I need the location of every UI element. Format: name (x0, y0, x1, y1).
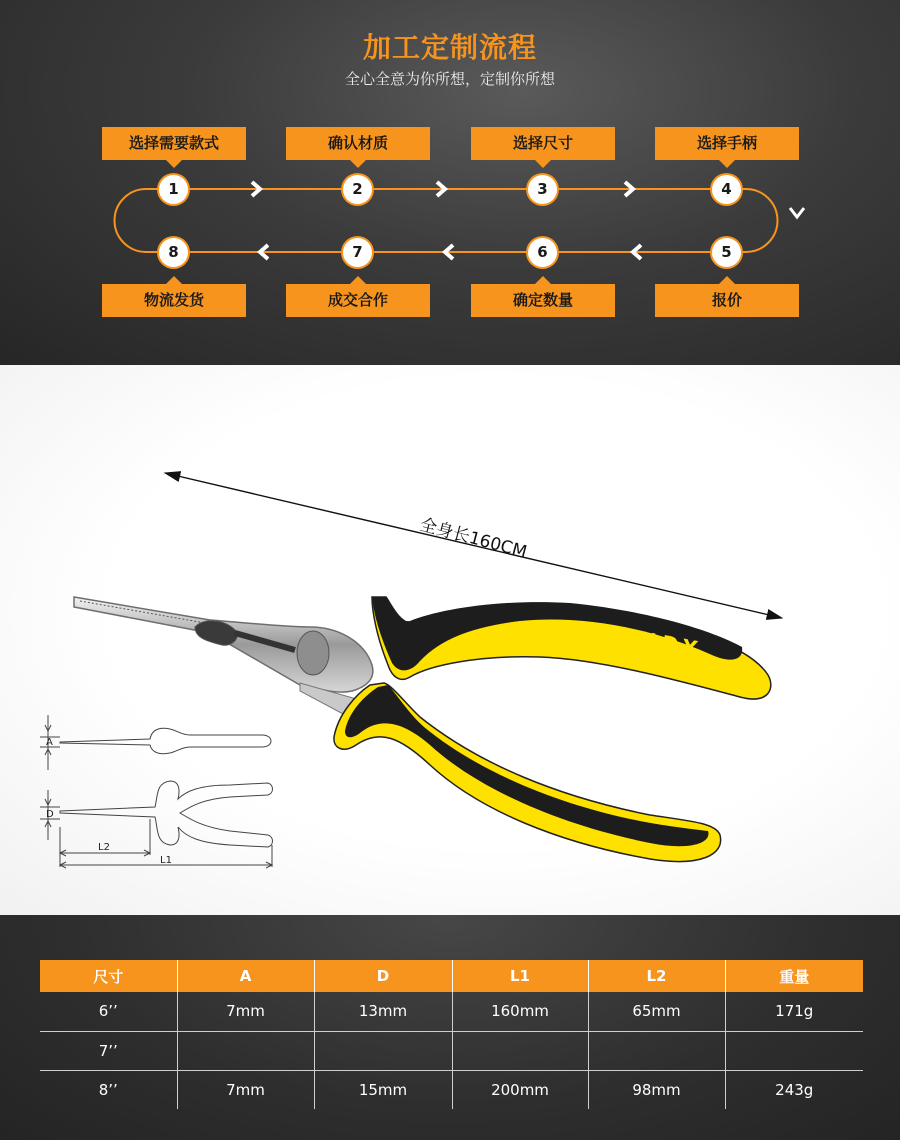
table-cell (177, 1031, 314, 1070)
table-cell: 65mm (588, 992, 725, 1031)
process-section (0, 0, 900, 365)
header-a: A (177, 960, 314, 992)
step-number-5: 5 (712, 238, 741, 267)
dimension-diagram (30, 695, 290, 875)
step-box-3: 选择尺寸 (471, 127, 615, 160)
step-number-6: 6 (528, 238, 557, 267)
table-row (40, 1031, 863, 1070)
step-box-1: 选择需要款式 (102, 127, 246, 160)
step-box-5: 报价 (655, 284, 799, 317)
header-l1: L1 (452, 960, 588, 992)
table-cell: 13mm (314, 992, 452, 1031)
step-number-8: 8 (159, 238, 188, 267)
process-title: 加工定制流程 (362, 31, 537, 64)
table-cell: 171g (725, 992, 863, 1031)
specs-section (0, 915, 900, 1140)
diagram-label-a: A (46, 737, 53, 748)
table-cell: 160mm (452, 992, 588, 1031)
step-box-4: 选择手柄 (655, 127, 799, 160)
table-cell: 15mm (314, 1070, 452, 1109)
product-section (0, 365, 900, 915)
diagram-label-l1: L1 (160, 855, 172, 866)
header-l2: L2 (588, 960, 725, 992)
table-cell: 7mm (177, 992, 314, 1031)
step-number-1: 1 (159, 175, 188, 204)
table-cell: 6’’ (40, 992, 177, 1031)
table-cell: 8’’ (40, 1070, 177, 1109)
pliers-lower-handle (334, 683, 721, 862)
brand-label: INDY (623, 624, 705, 662)
spec-table (40, 960, 863, 1109)
step-box-2: 确认材质 (286, 127, 430, 160)
header-size: 尺寸 (40, 960, 177, 992)
table-cell: 98mm (588, 1070, 725, 1109)
pliers-upper-handle (372, 597, 771, 699)
table-cell: 7mm (177, 1070, 314, 1109)
header-d: D (314, 960, 452, 992)
step-box-6: 确定数量 (471, 284, 615, 317)
step-number-2: 2 (343, 175, 372, 204)
table-cell (725, 1031, 863, 1070)
spec-table-header (40, 960, 863, 992)
table-row (40, 1070, 863, 1109)
table-cell: 7’’ (40, 1031, 177, 1070)
diagram-label-l2: L2 (98, 842, 110, 853)
length-label: 全身长160CM (417, 514, 529, 563)
step-box-7: 成交合作 (286, 284, 430, 317)
table-cell: 243g (775, 1080, 814, 1099)
process-subtitle: 全心全意为你所想，定制你所想 (344, 70, 555, 88)
diagram-label-d: D (46, 809, 54, 820)
step-number-4: 4 (712, 175, 741, 204)
header-weight: 重量 (725, 960, 863, 992)
table-cell: 200mm (452, 1070, 588, 1109)
table-row (40, 992, 863, 1031)
step-number-7: 7 (343, 238, 372, 267)
chevron-down-icon (790, 208, 804, 217)
step-number-3: 3 (528, 175, 557, 204)
table-cell (588, 1031, 725, 1070)
table-cell (314, 1031, 452, 1070)
table-cell (452, 1031, 588, 1070)
step-box-8: 物流发货 (102, 284, 246, 317)
